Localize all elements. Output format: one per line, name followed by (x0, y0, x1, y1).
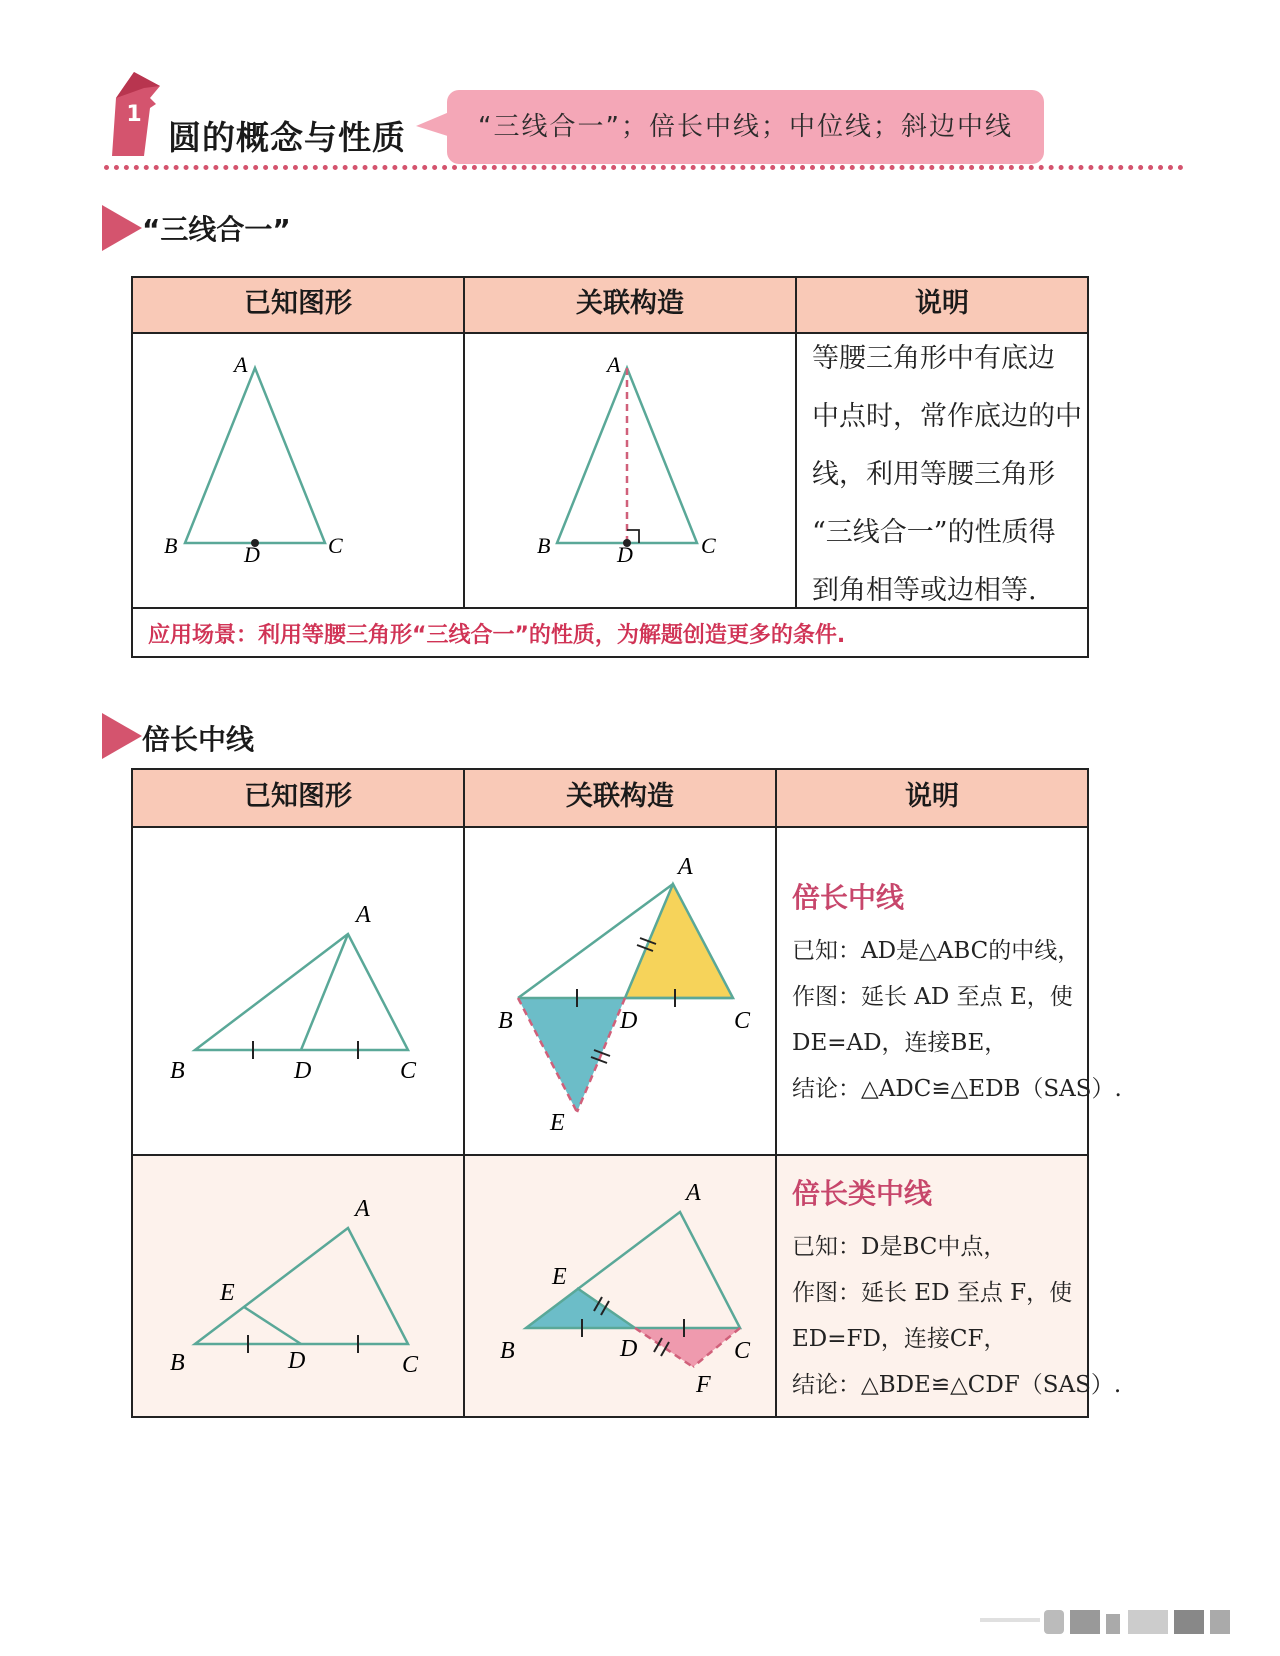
row1-line: 已知：AD是△ABC的中线， (792, 938, 1081, 964)
row2-line: 已知：D是BC中点， (792, 1234, 1007, 1260)
label-e: E (220, 1280, 235, 1306)
label-b: B (164, 533, 178, 558)
label-b: B (537, 533, 551, 558)
explanation-line: 等腰三角形中有底边 (812, 343, 1055, 374)
section2-col-explain: 说明 (905, 781, 959, 812)
row2-line: 作图：延长 ED 至点 F，使 (792, 1280, 1073, 1306)
label-c: C (400, 1058, 417, 1084)
label-d: D (617, 542, 633, 567)
label-c: C (701, 533, 716, 558)
segment-ed (244, 1307, 301, 1344)
chapter-number: 1 (126, 102, 142, 127)
label-a: A (686, 1180, 701, 1206)
row2-line: ED=FD，连接CF， (792, 1326, 1007, 1352)
triangle-bde (526, 1288, 635, 1328)
section1-title: “三线合一” (142, 213, 291, 246)
row2-heading: 倍长类中线 (792, 1177, 933, 1210)
explanation-line: “三线合一”的性质得 (812, 517, 1056, 548)
label-b: B (500, 1338, 515, 1364)
label-b: B (170, 1350, 185, 1376)
triangle-cdf (635, 1328, 740, 1367)
topics-text: “三线合一”；倍长中线；中位线；斜边中线 (478, 112, 1013, 142)
section-arrow-icon (102, 205, 142, 251)
label-d: D (620, 1336, 638, 1362)
label-c: C (328, 533, 343, 558)
median-triangle-figure (140, 840, 460, 1150)
label-d: D (294, 1058, 312, 1084)
table-divider (795, 278, 797, 608)
section2-col-known: 已知图形 (244, 781, 352, 812)
table-divider (463, 278, 465, 608)
doubled-median-figure (470, 840, 775, 1150)
watermark-mark (980, 1604, 1240, 1640)
section1-explanation (812, 330, 1082, 620)
label-a: A (607, 352, 621, 377)
class-median-triangle-figure (140, 1162, 460, 1412)
row1-line: DE=AD，连接BE， (792, 1030, 1008, 1056)
label-c: C (734, 1008, 751, 1034)
label-c: C (734, 1338, 751, 1364)
explanation-line: 到角相等或边相等. (812, 575, 1037, 606)
label-d: D (620, 1008, 638, 1034)
label-a: A (355, 1196, 370, 1222)
section2-col-construct: 关联构造 (566, 781, 674, 812)
triangle-abc (195, 934, 408, 1050)
label-e: E (550, 1110, 565, 1136)
label-a: A (356, 902, 371, 928)
label-d: D (244, 542, 260, 567)
label-a: A (234, 352, 248, 377)
doubled-class-median-figure (470, 1162, 775, 1412)
chapter-title: 圆的概念与性质 (168, 118, 406, 157)
explanation-line: 中点时，常作底边的中 (812, 401, 1082, 432)
section1-col-known: 已知图形 (244, 288, 352, 319)
section1-scene: 应用场景：利用等腰三角形“三线合一”的性质，为解题创造更多的条件. (148, 623, 846, 648)
section2-title: 倍长中线 (142, 723, 255, 756)
row2-line: 结论：△BDE≌△CDF（SAS）. (792, 1372, 1122, 1398)
label-e: E (552, 1264, 567, 1290)
label-f: F (696, 1372, 711, 1398)
triangle-abc (185, 368, 325, 543)
section1-col-explain: 说明 (915, 288, 969, 319)
table-divider (775, 770, 777, 1416)
table-divider (463, 770, 465, 1416)
label-b: B (498, 1008, 513, 1034)
explanation-line: 线，利用等腰三角形 (812, 459, 1055, 490)
label-a: A (678, 854, 693, 880)
row1-line: 结论：△ADC≌△EDB（SAS）. (792, 1076, 1122, 1102)
row1-line: 作图：延长 AD 至点 E，使 (792, 984, 1073, 1010)
table-divider (133, 1154, 1087, 1156)
row1-heading: 倍长中线 (792, 881, 905, 914)
triangle-adc (625, 884, 733, 998)
section-arrow-icon (102, 713, 142, 759)
label-d: D (288, 1348, 306, 1374)
label-c: C (402, 1352, 419, 1378)
header-divider (104, 165, 1184, 170)
isosceles-triangle-figure (140, 340, 460, 600)
section1-col-construct: 关联构造 (576, 288, 684, 319)
isosceles-median-figure (475, 340, 795, 600)
label-b: B (170, 1058, 185, 1084)
